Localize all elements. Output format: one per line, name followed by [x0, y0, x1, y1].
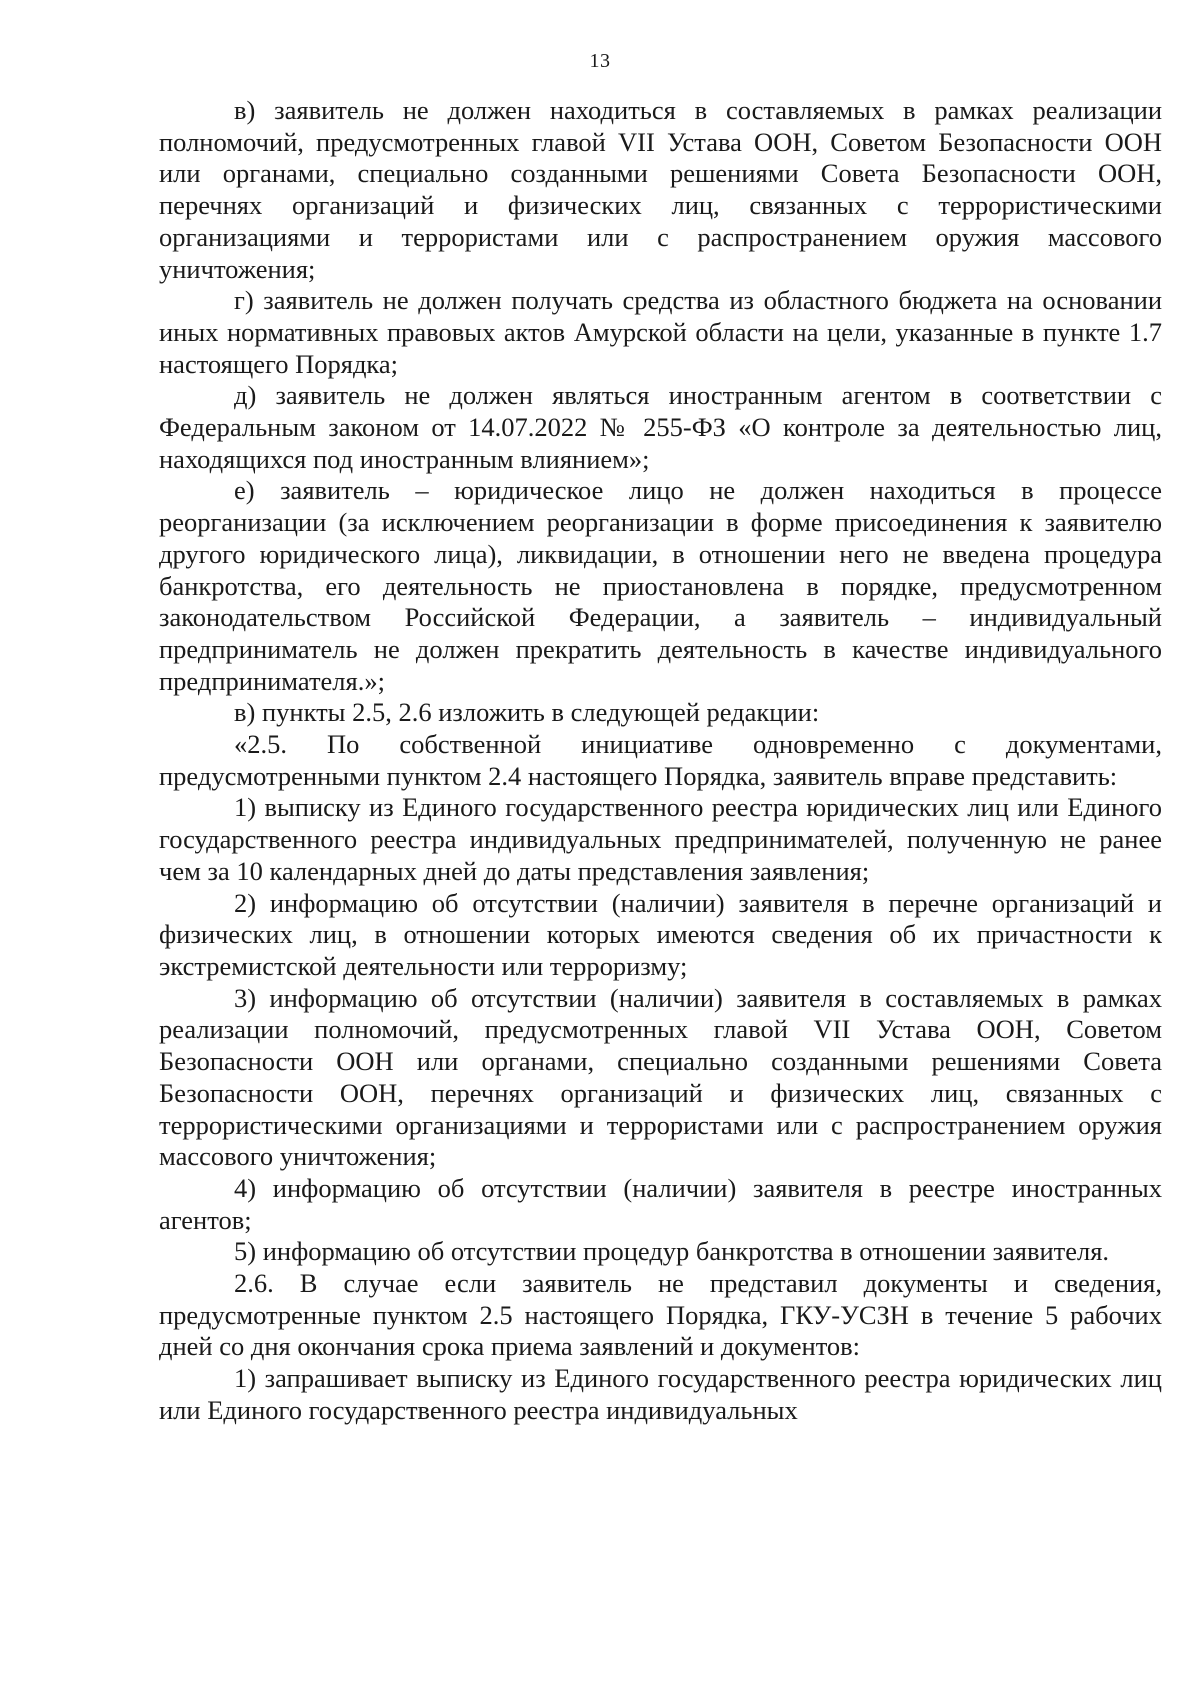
paragraph-g-regional-budget: г) заявитель не должен получать средства из областного бюджета на основании иных нормативных правовых актов Амурской области на цели, указанные в пункте 1.7 настоящего Порядка; [159, 285, 1162, 379]
paragraph-2-5-item-5: 5) информацию об отсутствии процедур банкротства в отношении заявителя. [234, 1236, 1110, 1267]
paragraph-v-amend-points: в) пункты 2.5, 2.6 изложить в следующей редакции: [234, 697, 820, 728]
paragraph-v-un-lists: в) заявитель не должен находиться в составляемых в рамках реализации полномочий, предусмотренных главой VII Устава ООН, Советом Безопасности ООН или органами, специально созданными решениями Совета Безопасности ООН, перечнях организаций и физических лиц, связанных с террористическими организациями и террористами или с распространением оружия массового уничтожения; [159, 95, 1162, 284]
paragraph-d-foreign-agent: д) заявитель не должен являться иностранным агентом в соответствии с Федеральным законом от 14.07.2022 № 255-ФЗ «О контроле за деятельностью лиц, находящихся под иностранным влиянием»; [159, 380, 1162, 474]
paragraph-2-5-item-2: 2) информацию об отсутствии (наличии) заявителя в перечне организаций и физических лиц, в отношении которых имеются сведения об их причастности к экстремистской деятельности или терроризму; [159, 887, 1162, 981]
paragraph-2-5: «2.5. По собственной инициативе одновременно с документами, предусмотренными пунктом 2.4 настоящего Порядка, заявитель вправе представить: [159, 729, 1162, 791]
paragraph-2-5-item-3: 3) информацию об отсутствии (наличии) заявителя в составляемых в рамках реализации полномочий, предусмотренных главой VII Устава ООН, Советом Безопасности ООН или органами, специально созданными решениями Совета Безопасности ООН, перечнях организаций и физических лиц, связанных с террористическими организациями и террористами или с распространением оружия массового уничтожения; [159, 982, 1162, 1172]
page-number: 13 [589, 50, 611, 72]
paragraph-2-6-item-1: 1) запрашивает выписку из Единого государственного реестра юридических лиц или Единого государственного реестра индивидуальных [159, 1363, 1162, 1425]
paragraph-2-5-item-1: 1) выписку из Единого государственного реестра юридических лиц или Единого государственного реестра индивидуальных предпринимателей, полученную не ранее чем за 10 календарных дней до даты представления заявления; [159, 792, 1162, 886]
paragraph-2-6: 2.6. В случае если заявитель не представил документы и сведения, предусмотренные пунктом 2.5 настоящего Порядка, ГКУ-УСЗН в течение 5 рабочих дней со дня окончания срока приема заявлений и документов: [159, 1268, 1162, 1362]
paragraph-e-reorganization: е) заявитель – юридическое лицо не должен находиться в процессе реорганизации (за исключением реорганизации в форме присоединения к заявителю другого юридического лица), ликвидации, в отношении него не введена процедура банкротства, его деятельность не приостановлена в порядке, предусмотренном законодательством Российской Федерации, а заявитель – индивидуальный предприниматель не должен прекратить деятельность в качестве индивидуального предпринимателя.»; [159, 475, 1162, 696]
paragraph-2-5-item-4: 4) информацию об отсутствии (наличии) заявителя в реестре иностранных агентов; [159, 1172, 1162, 1235]
document-body [159, 95, 1162, 1427]
